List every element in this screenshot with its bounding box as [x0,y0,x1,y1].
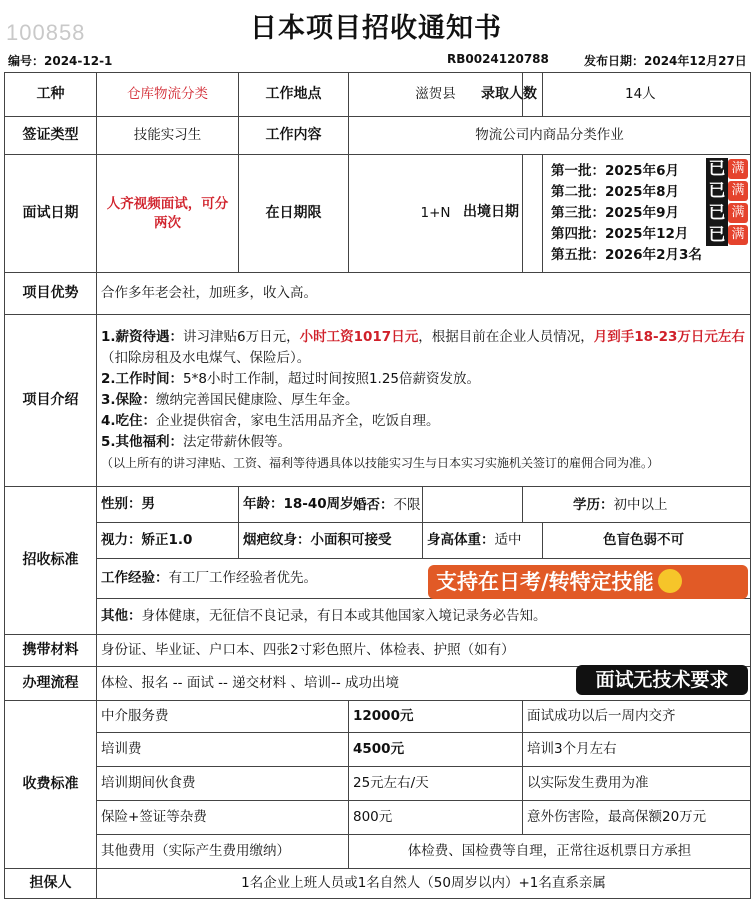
publish-date: 发布日期：2024年12月27日 [584,54,747,68]
fee-name: 中介服务费 [97,701,349,733]
guarantor-value: 1名企业上班人员或1名自然人（50周岁以内）+1名直系亲属 [97,869,751,899]
welfare-heading: 5.其他福利： [101,434,184,450]
fee-amount: 25元左右/天 [349,767,523,801]
visa-value: 技能实习生 [97,117,239,155]
docs-label: 携带材料 [5,635,97,667]
notice-table [4,72,751,899]
interview-label: 面试日期 [5,155,97,273]
batch-4: 第四批：2025年12月 [551,226,689,242]
content-value: 物流公司内商品分类作业 [349,117,751,155]
promo-banner-black: 面试无技术要求 [576,665,748,695]
insurance-heading: 3.保险： [101,392,157,408]
living-text: 企业提供宿舍，家电生活用品齐全，吃饭自理。 [156,413,440,429]
process-value: 体检、报名 -- 面试 -- 递交材料 、培训-- 成功出境 [97,667,751,701]
job-type-value: 仓库物流分类 [97,73,239,117]
full-badge: 已 满 [706,202,750,224]
intro-content [97,315,751,487]
location-label: 工作地点 [239,73,349,117]
interview-value: 人齐视频面试，可分两次 [97,155,239,273]
hires-cell [481,73,751,117]
req-experience: 工作经验：有工厂工作经验者优先。 [97,559,751,599]
location-value: 滋贺县 [349,73,523,117]
term-label: 在日期限 [239,155,349,273]
req-tattoo: 烟疤纹身：小面积可接受 [239,523,423,559]
fee-amount: 12000元 [349,701,523,733]
advantage-label: 项目优势 [5,273,97,315]
fee-note: 以实际发生费用为准 [523,767,751,801]
req-other: 其他：身体健康，无征信不良记录，有日本或其他国家入境记录务必告知。 [97,599,751,635]
req-marriage-edu [353,487,751,523]
fee-name: 保险+签证等杂费 [97,801,349,835]
content-label: 工作内容 [239,117,349,155]
hires-value: 14人 [625,86,656,102]
batch-1: 第一批：2025年6月 [551,163,679,179]
batch-5: 第五批：2026年2月3名 [551,247,702,263]
insurance-text: 缴纳完善国民健康险、厚生年金。 [156,392,359,408]
salary-allowance: 讲习津贴6万日元， [183,329,300,345]
fee-other-note: 体检费、国检费等自理，正常往返机票日方承担 [349,835,751,869]
fee-note: 面试成功以后一周内交齐 [523,701,751,733]
fee-amount: 800元 [349,801,523,835]
smile-emoji-icon [658,569,682,593]
guarantor-label: 担保人 [5,869,97,899]
welfare-text: 法定带薪休假等。 [183,434,292,450]
fee-name: 培训费 [97,733,349,767]
hires-label: 录取人数 [481,86,537,102]
advantage-value: 合作多年老会社，加班多，收入高。 [97,273,751,315]
term-value: 1+N [349,155,523,273]
promo-banner-red: 支持在日考/转特定技能 [428,565,748,599]
visa-label: 签证类型 [5,117,97,155]
page-title: 日本项目招收通知书 [250,13,502,44]
intro-label: 项目介绍 [5,315,97,487]
req-vision: 视力：矫正1.0 [97,523,239,559]
full-badge: 已 满 [706,224,750,246]
fee-note: 意外伤害险，最高保额20万元 [523,801,751,835]
batch-3: 第三批：2025年9月 [551,205,679,221]
batch-2: 第二批：2025年8月 [551,184,679,200]
full-badge: 已 满 [706,158,750,180]
docs-value: 身份证、毕业证、户口本、四张2寸彩色照片、体检表、护照（如有） [97,635,751,667]
salary-context: ，根据目前在企业人员情况， [418,329,594,345]
living-heading: 4.吃住： [101,413,157,429]
req-body: 身高体重：适中 [423,523,543,559]
time-text: 5*8小时工作制，超过时间按照1.25倍薪资发放。 [183,371,481,387]
full-badge: 已 满 [706,180,750,202]
req-edu: 学历：初中以上 [573,497,668,513]
fee-other-name: 其他费用（实际产生费用缴纳） [97,835,349,869]
exit-label: 出境日期 [463,204,519,220]
intro-note: （以上所有的讲习津贴、工资、福利等待遇具体以技能实习生与日本实习实施机关签订的雇佣合同为准。） [101,456,660,470]
req-gender: 性别：男 [97,487,239,523]
salary-deductions: （扣除房租及水电煤气、保险后）。 [101,350,311,366]
doc-number: 编号：2024-12-1 [8,54,113,68]
process-label: 办理流程 [5,667,97,701]
req-color: 色盲色弱不可 [543,523,751,559]
time-heading: 2.工作时间： [101,371,184,387]
fee-amount: 4500元 [349,733,523,767]
req-age: 年龄：18-40周岁 [239,487,423,523]
salary-heading: 1.薪资待遇： [101,329,184,345]
watermark: 100858 [6,20,86,45]
req-marriage: 婚否：不限 [353,497,421,513]
salary-hourly: 小时工资1017日元 [299,329,419,345]
doc-ref: RB0024120788 [447,52,549,66]
job-type-label: 工种 [5,73,97,117]
fee-label: 收费标准 [5,701,97,869]
fee-note: 培训3个月左右 [523,733,751,767]
fee-name: 培训期间伙食费 [97,767,349,801]
requirements-label: 招收标准 [5,487,97,635]
salary-monthly: 月到手18-23万日元左右 [593,329,745,345]
